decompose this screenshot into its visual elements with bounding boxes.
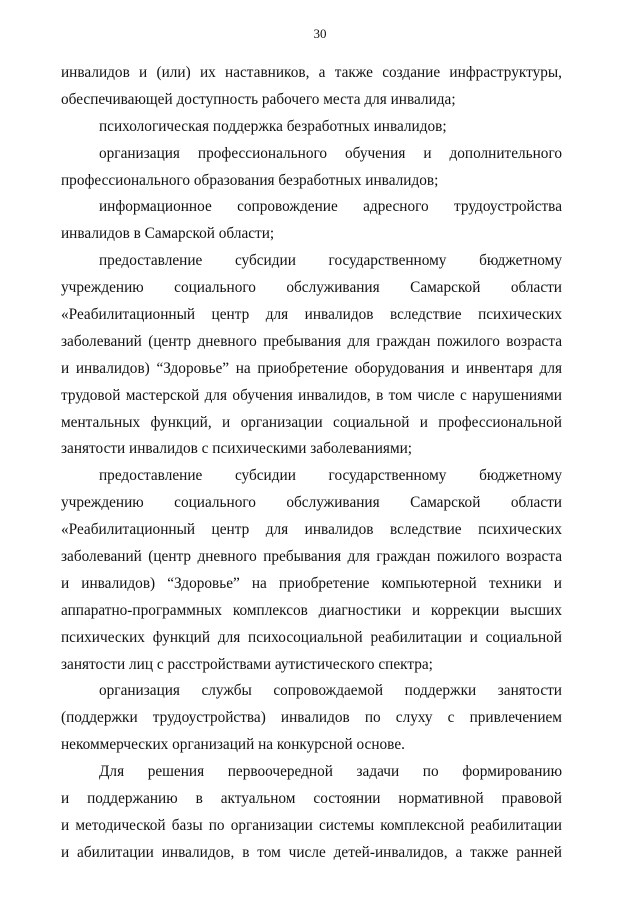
text-line: занятости инвалидов с психическими заболеваниями; — [61, 440, 413, 458]
text-line: организация службы сопровождаемой поддержки занятости — [99, 682, 562, 700]
text-line: заболеваний (центр дневного пребывания для граждан пожилого возраста — [61, 332, 562, 350]
text-line: учреждению социального обслуживания Самарской области — [61, 494, 562, 512]
text-line: Для решения первоочередной задачи по формированию — [99, 763, 562, 781]
document-body — [61, 60, 562, 867]
text-line: инвалидов и (или) их наставников, а также создание инфраструктуры, — [61, 64, 562, 81]
text-line: психических функций для психосоциальной реабилитации и социальной — [61, 628, 562, 646]
page-number: 30 — [313, 26, 327, 41]
text-line: «Реабилитационный центр для инвалидов вследствие психических — [61, 306, 562, 324]
text-line: обеспечивающей доступность рабочего места для инвалида; — [61, 90, 456, 108]
text-line: и абилитации инвалидов, в том числе детей-инвалидов, а также ранней — [61, 843, 562, 861]
text-line: аппаратно-программных комплексов диагностики и коррекции высших — [61, 601, 562, 619]
text-line: предоставление субсидии государственному бюджетному — [99, 252, 562, 270]
text-line: организация профессионального обучения и дополнительного — [99, 144, 562, 162]
text-line: (поддержки трудоустройства) инвалидов по слуху с привлечением — [61, 709, 562, 727]
text-line: заболеваний (центр дневного пребывания для граждан пожилого возраста — [61, 548, 562, 566]
text-line: профессионального образования безработных инвалидов; — [61, 171, 439, 189]
text-line: трудовой мастерской для обучения инвалидов, в том числе с нарушениями — [61, 386, 562, 404]
text-line: психологическая поддержка безработных инвалидов; — [99, 117, 447, 135]
text-line: и поддержанию в актуальном состоянии нормативной правовой — [61, 790, 562, 808]
text-line: инвалидов в Самарской области; — [61, 225, 275, 243]
text-line: и инвалидов) “Здоровье” на приобретение оборудования и инвентаря для — [61, 359, 562, 377]
text-line: и инвалидов) “Здоровье” на приобретение компьютерной техники и — [61, 574, 562, 592]
text-line: учреждению социального обслуживания Самарской области — [61, 279, 562, 297]
text-line: информационное сопровождение адресного трудоустройства — [99, 198, 562, 216]
text-line: предоставление субсидии государственному бюджетному — [99, 467, 562, 485]
text-line: и методической базы по организации системы комплексной реабилитации — [61, 816, 562, 834]
text-line: ментальных функций, и организации социальной и профессиональной — [61, 413, 562, 431]
text-line: занятости лиц с расстройствами аутистического спектра; — [61, 655, 433, 673]
text-line: некоммерческих организаций на конкурсной основе. — [61, 736, 405, 754]
text-line: «Реабилитационный центр для инвалидов вследствие психических — [61, 521, 562, 539]
